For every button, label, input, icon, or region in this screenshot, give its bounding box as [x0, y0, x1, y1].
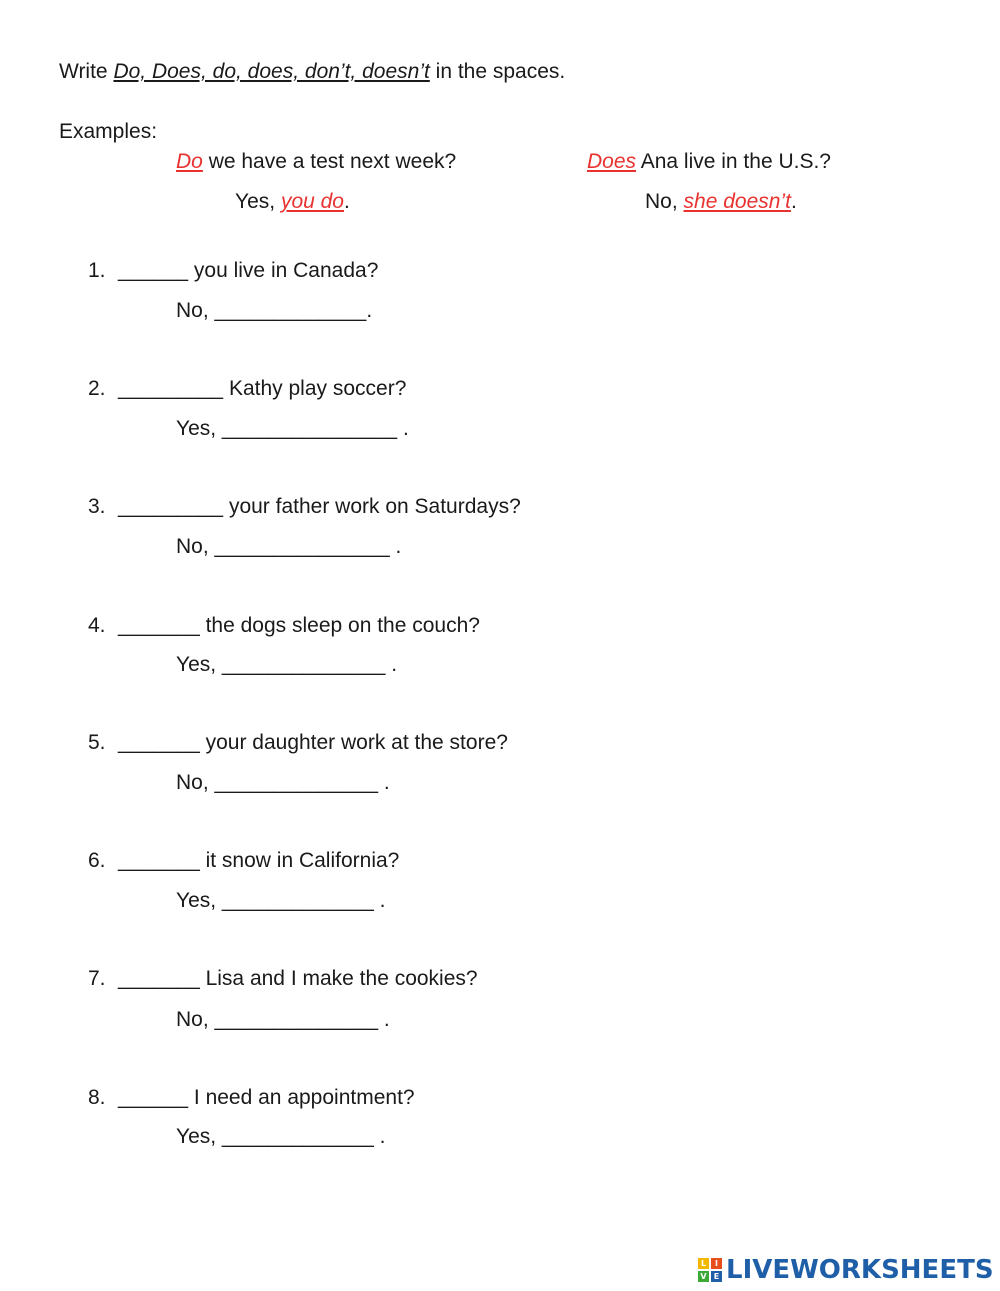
answer-8[interactable]: Yes, _____________ . — [176, 1125, 386, 1148]
question-text: _______ the dogs sleep on the couch? — [118, 614, 480, 637]
example-2-question — [587, 150, 831, 174]
example-1-reply — [235, 190, 350, 214]
example-2-reply — [645, 190, 797, 214]
question-text: _______ Lisa and I make the cookies? — [118, 967, 478, 990]
question-number: 6. — [88, 849, 106, 872]
example-2-text: Ana live in the U.S.? — [636, 150, 831, 173]
question-3[interactable] — [88, 495, 521, 519]
example-2-reply-prefix: No, — [645, 190, 684, 213]
question-text: ______ I need an appointment? — [118, 1086, 415, 1109]
question-5[interactable] — [88, 731, 508, 755]
answer-2[interactable]: Yes, _______________ . — [176, 417, 409, 440]
logo-text: LIVEWORKSHEETS — [726, 1255, 994, 1285]
example-2-reply-answer: she doesn’t — [683, 190, 791, 213]
logo-letter: E — [711, 1271, 722, 1282]
question-number: 5. — [88, 731, 106, 754]
question-6[interactable] — [88, 849, 399, 873]
question-7[interactable] — [88, 967, 478, 991]
question-number: 8. — [88, 1086, 106, 1109]
question-text: _______ it snow in California? — [118, 849, 400, 872]
example-1-question — [176, 150, 456, 174]
answer-6[interactable]: Yes, _____________ . — [176, 889, 386, 912]
instruction — [59, 60, 565, 84]
question-text: _________ Kathy play soccer? — [118, 377, 407, 400]
question-1[interactable] — [88, 259, 378, 283]
example-1-text: we have a test next week? — [202, 150, 457, 173]
logo-letter: L — [698, 1258, 709, 1269]
question-4[interactable] — [88, 614, 480, 638]
logo-icon — [698, 1258, 722, 1282]
example-1-reply-answer: you do — [280, 190, 344, 213]
question-2[interactable] — [88, 377, 406, 401]
instruction-suffix: in the spaces. — [429, 60, 566, 83]
answer-1[interactable]: No, _____________. — [176, 299, 373, 322]
answer-5[interactable]: No, ______________ . — [176, 771, 390, 794]
answer-4[interactable]: Yes, ______________ . — [176, 653, 398, 676]
example-1-answer: Do — [176, 150, 203, 173]
examples-label: Examples: — [59, 120, 158, 143]
question-text: _______ your daughter work at the store? — [118, 731, 508, 754]
answer-3[interactable]: No, _______________ . — [176, 535, 402, 558]
question-8[interactable] — [88, 1086, 415, 1110]
question-number: 3. — [88, 495, 106, 518]
question-text: ______ you live in Canada? — [118, 259, 379, 282]
question-number: 7. — [88, 967, 106, 990]
liveworksheets-logo — [698, 1256, 994, 1284]
example-1-reply-end: . — [344, 190, 350, 213]
logo-letter: I — [711, 1258, 722, 1269]
logo-letter: V — [698, 1271, 709, 1282]
example-2-reply-end: . — [790, 190, 797, 213]
example-2-answer: Does — [587, 150, 637, 173]
question-number: 4. — [88, 614, 106, 637]
question-number: 1. — [88, 259, 106, 282]
instruction-words: Do, Does, do, does, don’t, doesn’t — [113, 60, 430, 83]
example-1-reply-prefix: Yes, — [235, 190, 281, 213]
answer-7[interactable]: No, ______________ . — [176, 1008, 390, 1031]
instruction-prefix: Write — [59, 60, 114, 83]
question-number: 2. — [88, 377, 106, 400]
question-text: _________ your father work on Saturdays? — [118, 495, 521, 518]
